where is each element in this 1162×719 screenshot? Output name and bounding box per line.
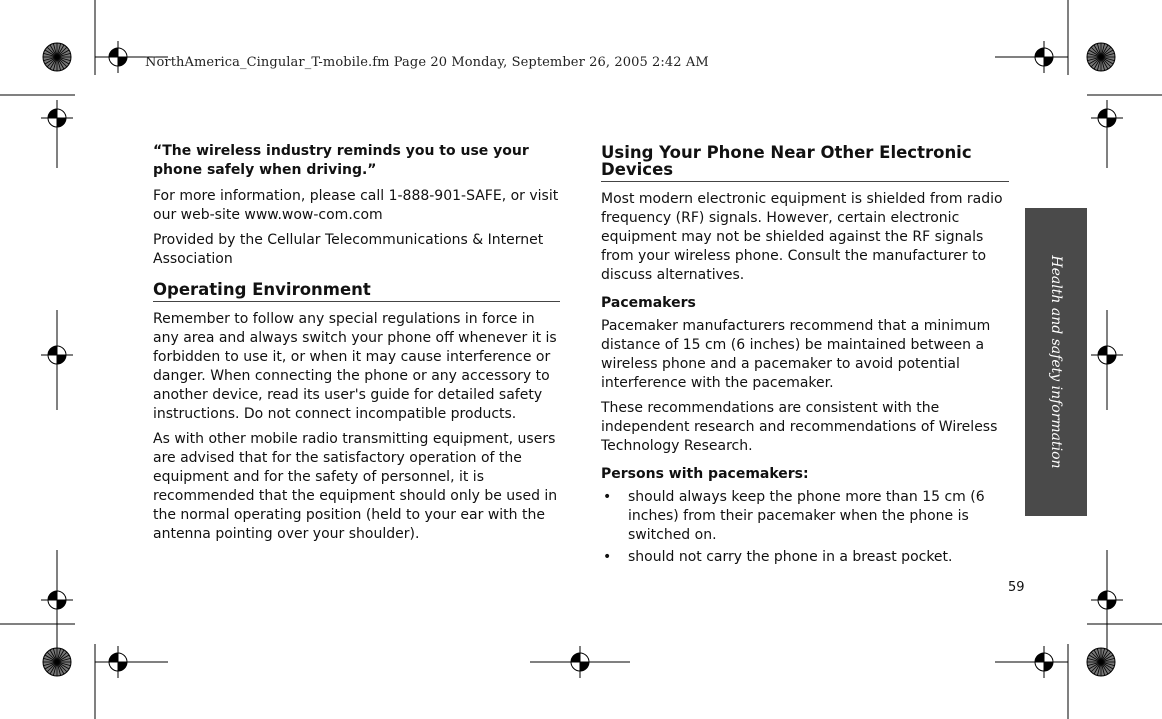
starburst-mark-icon [43, 648, 71, 676]
starburst-mark-icon [1087, 648, 1115, 676]
registration-target-icon [1091, 339, 1123, 371]
pacemakers-paragraph-2: These recommendations are consistent with the independent research and recommendations of Wireless Technology Research. [601, 400, 998, 454]
registration-target-icon [1028, 646, 1060, 678]
section-side-tab-label: Health and safety information [1048, 255, 1064, 469]
bullet-marker: • [603, 489, 612, 505]
driving-safety-quote: “The wireless industry reminds you to use your phone safely when driving.” [153, 143, 529, 178]
persons-with-pacemakers-heading: Persons with pacemakers: [601, 466, 809, 482]
registration-target-icon [41, 102, 73, 134]
bullet-marker: • [603, 549, 612, 565]
starburst-mark-icon [43, 43, 71, 71]
operating-environment-paragraph-1: Remember to follow any special regulations in force in any area and always switch your phone off whenever it is forbidden to use it, or when it may cause interference or danger. When connecting the phone or any accessory to another device, read its user's guide for detailed safety instructions. Do not connect incompatible products. [153, 311, 557, 422]
list-item-text: should always keep the phone more than 15 cm (6 inches) from their pacemaker when the phone is switched on. [628, 489, 985, 543]
provided-by-paragraph: Provided by the Cellular Telecommunications & Internet Association [153, 232, 544, 267]
list-item-text: should not carry the phone in a breast pocket. [628, 549, 953, 565]
registration-target-icon [102, 646, 134, 678]
list-item [601, 548, 1009, 567]
print-file-header: NorthAmerica_Cingular_T-mobile.fm Page 20 Monday, September 26, 2005 2:42 AM [145, 55, 709, 70]
electronic-devices-heading: Using Your Phone Near Other Electronic Devices [601, 144, 1009, 182]
page-number: 59 [1008, 580, 1025, 595]
operating-environment-heading: Operating Environment [153, 281, 560, 302]
registration-target-icon [41, 339, 73, 371]
section-side-tab [1025, 208, 1087, 516]
pacemakers-paragraph-1: Pacemaker manufacturers recommend that a minimum distance of 15 cm (6 inches) be maintained between a wireless phone and a pacemaker to avoid potential interference with the pacemaker. [601, 318, 991, 391]
registration-target-icon [564, 646, 596, 678]
pacemakers-heading: Pacemakers [601, 295, 696, 311]
left-column [153, 142, 560, 550]
registration-target-icon [1091, 584, 1123, 616]
registration-target-icon [41, 584, 73, 616]
starburst-mark-icon [1087, 43, 1115, 71]
list-item [601, 488, 1009, 545]
more-info-paragraph: For more information, please call 1-888-901-SAFE, or visit our web-site www.wow-com.com [153, 188, 559, 223]
electronic-devices-paragraph: Most modern electronic equipment is shielded from radio frequency (RF) signals. However, certain electronic equipment may not be shielded against the RF signals from your wireless phone. Consult the manufacturer to discuss alternatives. [601, 191, 1003, 283]
registration-target-icon [1091, 102, 1123, 134]
operating-environment-paragraph-2: As with other mobile radio transmitting equipment, users are advised that for the satisfactory operation of the equipment and for the safety of personnel, it is recommended that the equipment should only be used in the normal operating position (held to your ear with the antenna pointing over your shoulder). [153, 431, 558, 542]
pacemaker-bullet-list [601, 488, 1009, 567]
registration-target-icon [1028, 41, 1060, 73]
registration-target-icon [102, 41, 134, 73]
right-column [601, 144, 1009, 570]
